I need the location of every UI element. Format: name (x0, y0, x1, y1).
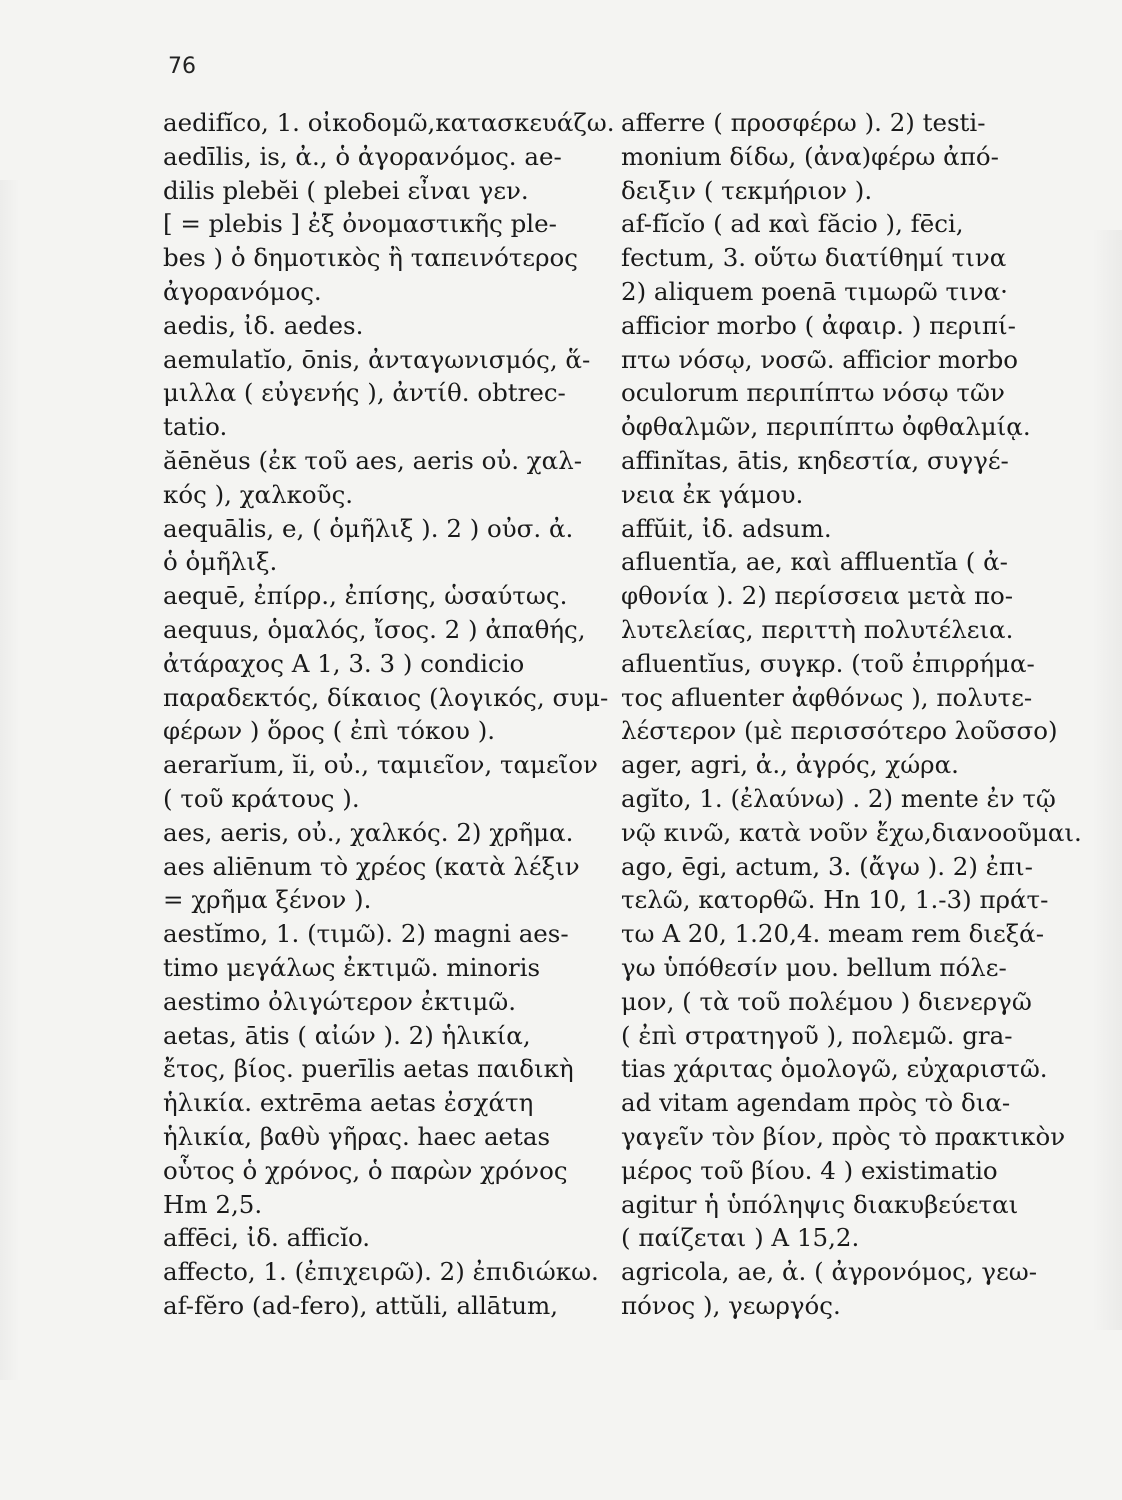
dictionary-line: aemulatĭo, ōnis, ἀνταγωνισμός, ἅ- (163, 344, 591, 374)
dictionary-line: γαγεῖν τὸν βίον, πρὸς τὸ πρακτικὸν (621, 1121, 1066, 1151)
dictionary-line: λέστερον (μὲ περισσότερο λοῦσσο) (621, 716, 1058, 746)
dictionary-line: νῷ κινῶ, κατὰ νοῦν ἔχω,διανοοῦμαι. (621, 817, 1082, 847)
dictionary-line: ἔτος, βίος. puerīlis aetas παιδικὴ (163, 1054, 574, 1084)
dictionary-line: afficior morbo ( ἀφαιρ. ) περιπί- (621, 310, 1016, 340)
dictionary-line: bes ) ὁ δημοτικὸς ἢ ταπεινότερος (163, 243, 578, 273)
dictionary-line: πτω νόσῳ, νοσῶ. afficior morbo (621, 344, 1019, 374)
dictionary-line: aequālis, e, ( ὁμῆλιξ ). 2 ) οὐσ. ἀ. (163, 513, 574, 543)
dictionary-line: Hm 2,5. (163, 1189, 263, 1219)
dictionary-line: φέρων ) ὅρος ( ἐπὶ τόκου ). (163, 716, 496, 746)
dictionary-line: ( ἐπὶ στρατηγοῦ ), πολεμῶ. gra- (621, 1020, 1013, 1050)
dictionary-line: affēci, ἰδ. afficĭo. (163, 1223, 371, 1253)
dictionary-line: affŭit, ἰδ. adsum. (621, 513, 832, 543)
dictionary-line: ὀφθαλμῶν, περιπίπτω ὀφθαλμίᾳ. (621, 412, 1031, 442)
dictionary-line: aetas, ātis ( αἰών ). 2) ἡλικία, (163, 1020, 531, 1050)
dictionary-line: ad vitam agendam πρὸς τὸ δια- (621, 1088, 1011, 1118)
dictionary-line: ὁ ὁμῆλιξ. (163, 547, 278, 577)
dictionary-line: ago, ēgi, actum, 3. (ἄγω ). 2) ἐπι- (621, 851, 1033, 881)
dictionary-line: τος afluenter ἀφθόνως ), πολυτε- (621, 682, 1033, 712)
dictionary-line: κός ), χαλκοῦς. (163, 479, 354, 509)
dictionary-line: aes, aeris, οὐ., χαλκός. 2) χρῆμα. (163, 817, 574, 847)
dictionary-line: τω A 20, 1.20,4. meam rem διεξά- (621, 919, 1045, 949)
dictionary-line: λυτελείας, περιττὴ πολυτέλεια. (621, 614, 1014, 644)
page-shadow-left (0, 180, 20, 1380)
dictionary-line: aequē, ἐπίρρ., ἐπίσης, ὡσαύτως. (163, 581, 568, 611)
page-number: 76 (168, 54, 196, 79)
dictionary-line: affinĭtas, ātis, κηδεστία, συγγέ- (621, 445, 1009, 475)
dictionary-line: νεια ἐκ γάμου. (621, 479, 804, 509)
dictionary-line: ἀτάραχος A 1, 3. 3 ) condicio (163, 648, 525, 678)
dictionary-line: ager, agri, ἀ., ἀγρός, χώρα. (621, 750, 959, 780)
dictionary-line: aestimo ὀλιγώτερον ἐκτιμῶ. (163, 986, 517, 1016)
dictionary-line: aes aliēnum τὸ χρέος (κατὰ λέξιν (163, 851, 580, 881)
dictionary-line: ἡλικία, βαθὺ γῆρας. haec aetas (163, 1121, 551, 1151)
dictionary-line: ἀγορανόμος. (163, 276, 322, 306)
dictionary-line: affecto, 1. (ἐπιχειρῶ). 2) ἐπιδιώκω. (163, 1257, 599, 1287)
dictionary-line: aedifĭco, 1. οἰκοδομῶ,κατασκευάζω. (163, 108, 615, 137)
dictionary-line: afferre ( προσφέρω ). 2) testi- (621, 108, 986, 137)
dictionary-line: af-fĭcĭo ( ad καὶ făcio ), fēci, (621, 209, 964, 239)
dictionary-line: tatio. (163, 412, 228, 442)
dictionary-line: aerarĭum, ĭi, οὐ., ταμιεῖον, ταμεῖον (163, 750, 598, 780)
dictionary-line: timo μεγάλως ἐκτιμῶ. minoris (163, 952, 541, 982)
dictionary-line: ἡλικία. extrēma aetas ἐσχάτη (163, 1088, 534, 1118)
dictionary-line: aedīlis, is, ἀ., ὁ ἀγορανόμος. ae- (163, 141, 562, 171)
dictionary-line: monium δίδω, (ἀνα)φέρω ἀπό- (621, 141, 999, 171)
dictionary-line: γω ὑπόθεσίν μου. bellum πόλε- (621, 952, 1007, 982)
dictionary-line: aestĭmo, 1. (τιμῶ). 2) magni aes- (163, 919, 569, 949)
dictionary-line: τελῶ, κατορθῶ. Hn 10, 1.-3) πράτ- (621, 885, 1049, 915)
dictionary-line: agricola, ae, ἀ. ( ἀγρονόμος, γεω- (621, 1257, 1038, 1287)
dictionary-line: aedis, ἰδ. aedes. (163, 310, 364, 340)
dictionary-line: = χρῆμα ξένον ). (163, 885, 372, 915)
dictionary-line: μιλλα ( εὐγενής ), ἀντίθ. obtrec- (163, 378, 566, 408)
dictionary-line: 2) aliquem poenā τιμωρῶ τινα· (621, 276, 1008, 306)
dictionary-line: af-fĕro (ad-fero), attŭli, allātum, (163, 1290, 559, 1320)
dictionary-line: ăēnĕus (ἐκ τοῦ aes, aeris οὐ. χαλ- (163, 445, 583, 475)
page-shadow-right (1092, 230, 1122, 1330)
right-column (621, 106, 1091, 1323)
dictionary-line: agĭto, 1. (ἐλαύνω) . 2) mente ἐν τῷ (621, 783, 1056, 813)
dictionary-line: ( παίζεται ) A 15,2. (621, 1223, 860, 1253)
dictionary-line: dilis plebĕi ( plebei εἶναι γεν. (163, 175, 529, 205)
dictionary-line: οὗτος ὁ χρόνος, ὁ παρὼν χρόνος (163, 1155, 568, 1185)
dictionary-line: agitur ἡ ὑπόληψις διακυβεύεται (621, 1189, 1019, 1219)
dictionary-line: ( τοῦ κράτους ). (163, 783, 360, 813)
dictionary-line: μον, ( τὰ τοῦ πολέμου ) διενεργῶ (621, 986, 1032, 1016)
dictionary-line: aequus, ὁμαλός, ἴσος. 2 ) ἀπαθής, (163, 614, 586, 644)
dictionary-line: μέρος τοῦ βίου. 4 ) existimatio (621, 1155, 998, 1185)
dictionary-line: παραδεκτός, δίκαιος (λογικός, συμ- (163, 682, 609, 712)
dictionary-line: oculorum περιπίπτω νόσῳ τῶν (621, 378, 1005, 408)
dictionary-line: fectum, 3. οὕτω διατίθημί τινα (621, 243, 1007, 273)
dictionary-line: afluentĭa, ae, καὶ affluentĭa ( ἀ- (621, 547, 1008, 577)
left-column (163, 106, 615, 1323)
dictionary-line: δειξιν ( τεκμήριον ). (621, 175, 873, 205)
dictionary-line: tias χάριτας ὁμολογῶ, εὐχαριστῶ. (621, 1054, 1048, 1084)
dictionary-line: [ = plebis ] ἐξ ὀνομαστικῆς ple- (163, 209, 557, 239)
dictionary-line: φθονία ). 2) περίσσεια μετὰ πο- (621, 581, 1014, 611)
dictionary-line: afluentĭus, συγκρ. (τοῦ ἐπιρρήμα- (621, 648, 1035, 678)
dictionary-line: πόνος ), γεωργός. (621, 1290, 841, 1320)
